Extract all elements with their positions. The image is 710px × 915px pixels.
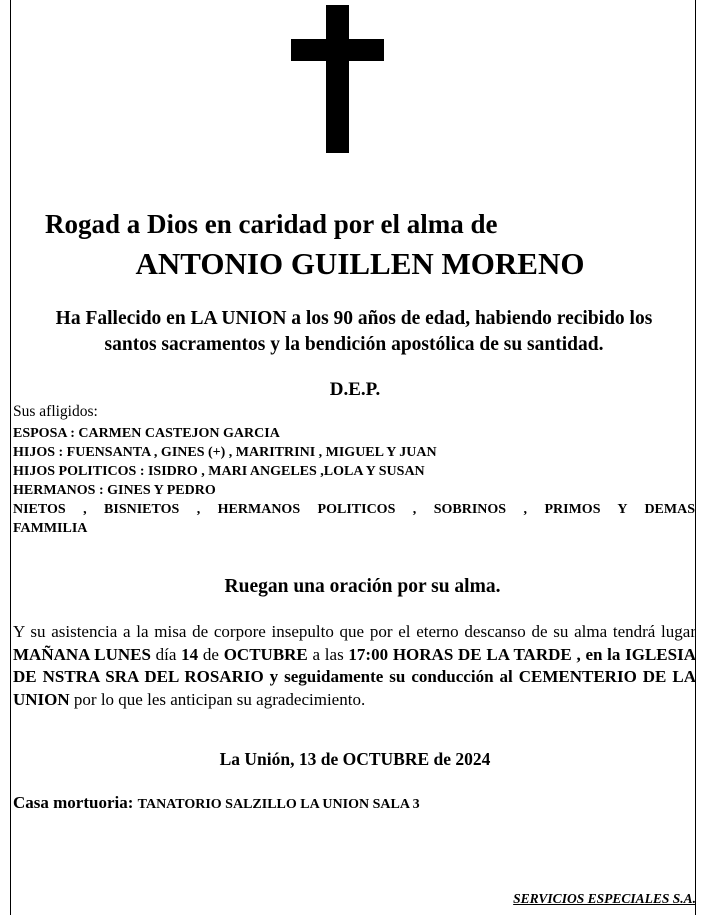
fallecido-line-1: Ha Fallecido en LA UNION a los 90 años de edad, habiendo recibido los xyxy=(55,308,653,329)
afligidos-label: Sus afligidos: xyxy=(13,403,98,420)
family-nietos-line-1: NIETOS , BISNIETOS , HERMANOS POLITICOS , SOBRINOS , PRIMOS Y DEMAS xyxy=(13,502,695,517)
misa-text-3: de xyxy=(198,644,224,664)
family-hermanos: HERMANOS : GINES Y PEDRO xyxy=(13,483,216,498)
cross-icon xyxy=(0,0,710,160)
family-nietos-line-2: FAMMILIA xyxy=(13,521,88,536)
family-hijos: HIJOS : FUENSANTA , GINES (+) , MARITRINI , MIGUEL Y JUAN xyxy=(13,445,437,460)
casa-mortuoria xyxy=(13,793,420,813)
misa-details: 17:00 HORAS DE LA TARDE , en la IGLESIA DE NSTRA SRA DEL ROSARIO y seguidamente su conducción al CEMENTERIO DE LA UNION xyxy=(13,644,696,709)
place-date: La Unión, 13 de OCTUBRE de 2024 xyxy=(219,749,491,769)
family-esposa: ESPOSA : CARMEN CASTEJON GARCIA xyxy=(13,426,280,441)
servicios-footer: SERVICIOS ESPECIALES S.A. xyxy=(513,891,696,906)
misa-day: MAÑANA LUNES xyxy=(13,644,151,664)
casa-mortuoria-label: Casa mortuoria: xyxy=(13,793,134,812)
fallecido-text xyxy=(13,306,695,358)
deceased-name: ANTONIO GUILLEN MORENO xyxy=(135,246,585,281)
misa-text-4: a las xyxy=(307,644,349,664)
misa-text-5: por lo que les anticipan su agradecimiento. xyxy=(69,689,366,709)
misa-date-number: 14 xyxy=(181,644,199,664)
ruegan-text: Ruegan una oración por su alma. xyxy=(224,576,501,597)
misa-paragraph xyxy=(13,621,696,711)
cross-horizontal-bar xyxy=(291,39,384,61)
rogad-heading: Rogad a Dios en caridad por el alma de xyxy=(45,209,498,239)
casa-mortuoria-value: TANATORIO SALZILLO LA UNION SALA 3 xyxy=(137,797,420,812)
misa-text-2: día xyxy=(150,644,182,664)
cross-vertical-bar xyxy=(326,5,349,153)
family-list xyxy=(13,424,695,538)
dep-label: D.E.P. xyxy=(329,379,381,400)
misa-month: OCTUBRE xyxy=(223,644,308,664)
misa-text-1: Y su asistencia a la misa de corpore insepulto que por el eterno descanso de su alma tendrá lugar xyxy=(13,622,696,641)
fallecido-line-2: santos sacramentos y la bendición apostólica de su santidad. xyxy=(104,334,604,355)
family-hijos-politicos: HIJOS POLITICOS : ISIDRO , MARI ANGELES ,LOLA Y SUSAN xyxy=(13,464,425,479)
